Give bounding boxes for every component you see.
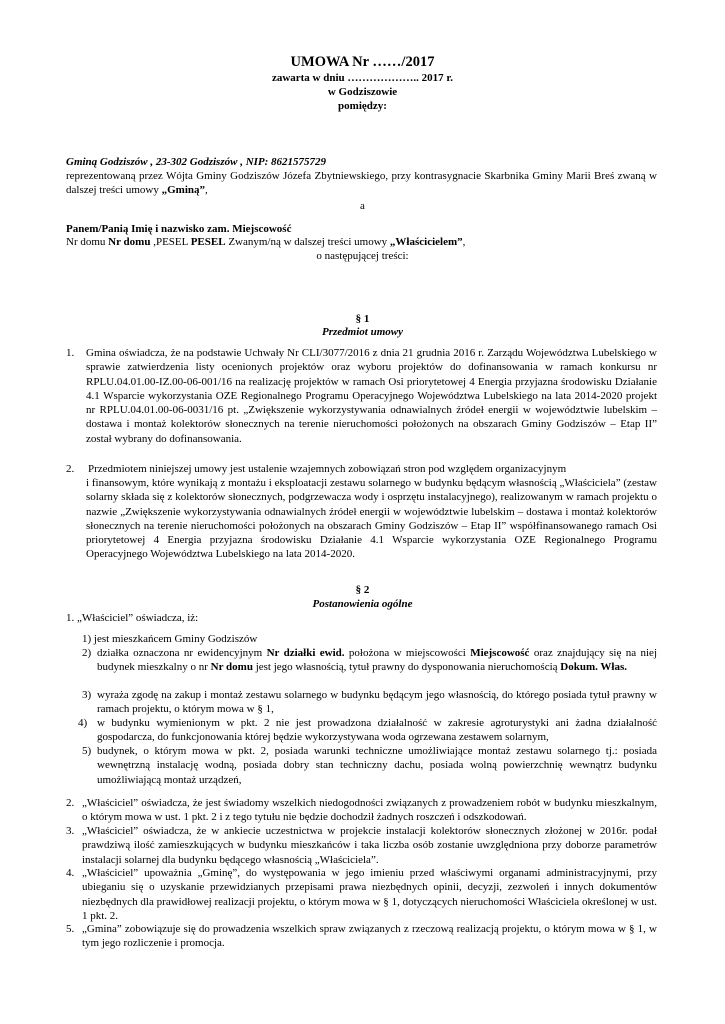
locality-field: Miejscowość bbox=[470, 647, 530, 659]
ownership-document-field: Dokum. Włas. bbox=[560, 661, 627, 674]
s2-sub2-text: działka oznaczona nr ewidencyjnym Nr działki ewid. położona w miejscowości Miejscowość oraz znajdujący się na niej budynek mieszkalny o nr Nr domu jest jego własnością, tytuł prawny do dysponowania nieruchomością Dokum. Włas. bbox=[97, 647, 657, 674]
s2-sub3-number: 3) bbox=[82, 689, 92, 701]
s1-item1-number: 1. bbox=[66, 347, 75, 359]
s1-item1-text: Gmina oświadcza, że na podstawie Uchwały Nr CLI/3077/2016 z dnia 21 grudnia 2016 r. Zarządu Województwa Lubelskiego w sprawie zatwierdzenia listy ocenionych projektów oraz wyboru projektów do dofinansowania w ramach konkursu nr RPLU.04.01.00-IZ.00-06-001/16 na realizację projektów w ramach Osi priorytetowej 4 Energia przyjazna środowisku Działanie 4.1 Wsparcie wykorzystania OZE Regionalnego Programu Operacyjnego Województwa Lubelskiego na lata 2014-2020 projekt nr RPLU.04.01.00-06-0031/16 pt. „Zwiększenie wykorzystywania odnawialnych źródeł energii w województwie lubelskim – dostawa i montaż kolektorów słonecznych na terenie nieruchomości położonych na obszarach Gminy Godziszów – Etap II” został wybrany do dofinansowania. bbox=[86, 347, 657, 445]
s2-item5-text: „Gmina” zobowiązuje się do prowadzenia wszelkich spraw związanych z rzeczową realizacją projektu, o którym mowa w § 1, w tym jego rozliczenie i promocja. bbox=[82, 923, 657, 950]
party1-alias: „Gminą” bbox=[161, 184, 206, 197]
party2-alias: „Właścicielem” bbox=[389, 236, 463, 248]
party1-name: Gminą Godziszów , 23-302 Godziszów , NIP: 8621575729 bbox=[66, 156, 327, 168]
s2-sub4-number: 4) bbox=[78, 717, 88, 729]
following-content-line: o następującej treści: bbox=[316, 250, 409, 262]
s1-item2-first-line: Przedmiotem niniejszej umowy jest ustalenie wzajemnych zobowiązań stron pod względem organizacyjnym bbox=[88, 463, 567, 475]
s2-item2-text: „Właściciel” oświadcza, że jest świadomy wszelkich niedogodności związanych z prowadzeniem robót w budynku mieszkalnym, o którym mowa w ust. 1 pkt. 2 i z tego tytułu nie będzie dochodził żadnych roszczeń i odszkodowań. bbox=[82, 797, 657, 824]
s1-item2-number: 2. bbox=[66, 463, 75, 475]
s2-sub3-text: wyraża zgodę na zakup i montaż zestawu solarnego w budynku będącym jego własnością, do którego posiada tytuł prawny w ramach projektu, o którym mowa w § 1, bbox=[97, 689, 657, 716]
and-conjunction: a bbox=[360, 200, 365, 212]
s2-sub5-text: budynek, o którym mowa w pkt. 2, posiada warunki techniczne umożliwiające montaż zestawu solarnego tj.: posiada wewnętrzną instalację wodną, posiada dobry stan techniczny dachu, posiada wolną powierzchnię wewnątrz budynku umożliwiającą montaż urządzeń, bbox=[97, 745, 657, 786]
document-title: UMOWA Nr ……/2017 bbox=[290, 54, 435, 70]
s2-item3-text: „Właściciel” oświadcza, że w ankiecie uczestnictwa w projekcie instalacji kolektorów słonecznych złożonej w 2016r. podał prawdziwą ilość zamieszkujących w budynku mieszkańców i taka liczba osób zostanie uwzględniona przy doborze parametrów instalacji solarnej dla budynku będącego własnością „Właściciela”. bbox=[82, 825, 657, 866]
between-line: pomiędzy: bbox=[338, 100, 387, 112]
s2-sub4-text: w budynku wymienionym w pkt. 2 nie jest prowadzona działalność w zakresie agroturystyki ani żadna działalność gospodarcza, do funkcjonowania której będzie wykorzystywana woda ogrzewana zestawem solarnym, bbox=[97, 717, 657, 744]
s2-item1-intro: 1. „Właściciel” oświadcza, iż: bbox=[66, 612, 199, 624]
section2-heading: Postanowienia ogólne bbox=[312, 598, 413, 610]
s1-item2-text: i finansowym, które wynikają z montażu i eksploatacji zestawu solarnego w budynku będącym własnością „Właściciela” (zestaw solarny składa się z kolektorów słonecznych, podgrzewacza wody i osprzętu instalacyjnego), realizowanym w ramach projektu o nazwie „Zwiększenie wykorzystywania odnawialnych źródeł energii w województwie lubelskim – dostawa i montaż kolektorów słonecznych na terenie nieruchomości położonych na obszarach Gminy Godziszów – Etap II” współfinansowanego ramach Osi priorytetowej 4 Energia przyjazna środowisku Działanie 4.1 Wsparcie wykorzystania OZE Regionalnego Programu Operacyjnego Województwa Lubelskiego na lata 2014-2020. bbox=[86, 477, 657, 561]
s2-item3-number: 3. bbox=[66, 825, 75, 837]
s2-sub1: 1) jest mieszkańcem Gminy Godziszów bbox=[82, 633, 258, 645]
pesel-field: PESEL bbox=[190, 236, 226, 248]
concluded-date-line: zawarta w dniu ……………….. 2017 r. bbox=[271, 72, 454, 84]
party2-name: Panem/Panią Imię i nazwisko zam. Miejscowość bbox=[66, 223, 292, 235]
s2-item4-text: „Właściciel” upoważnia „Gminę”, do występowania w jego imieniu przed właściwymi organami administracyjnymi, przy ubieganiu się o uzyskanie przewidzianych przepisami prawa niezbędnych opinii, decyzji, zezwoleń i innych dokumentów niezbędnych dla prawidłowej realizacji projektu, o którym mowa w § 1, dotyczących nieruchomości Właściciela określonej w ust. 1 pkt. 2. bbox=[82, 867, 657, 922]
house-number-field: Nr domu bbox=[108, 236, 151, 248]
section1-heading: Przedmiot umowy bbox=[322, 326, 403, 338]
s2-sub5-number: 5) bbox=[82, 745, 92, 757]
section2-number: § 2 bbox=[355, 584, 370, 596]
place-line: w Godziszowie bbox=[327, 86, 398, 98]
plot-number-field: Nr działki ewid. bbox=[266, 647, 345, 659]
section1-number: § 1 bbox=[355, 313, 370, 325]
s2-item2-number: 2. bbox=[66, 797, 75, 809]
s2-item4-number: 4. bbox=[66, 867, 75, 879]
party1-representation: reprezentowaną przez Wójta Gminy Godziszów Józefa Zbytniewskiego, przy kontrasygnacie Skarbnika Gminy Marii Breś zwaną w dalszej treści umowy „Gminą”, bbox=[66, 170, 657, 197]
party2-details: Nr domu Nr domu ,PESEL PESEL Zwanym/ną w dalszej treści umowy „Właścicielem”, bbox=[66, 236, 466, 248]
s2-sub2-number: 2) bbox=[82, 647, 92, 659]
building-number-field: Nr domu bbox=[210, 661, 253, 674]
s2-item5-number: 5. bbox=[66, 923, 75, 935]
